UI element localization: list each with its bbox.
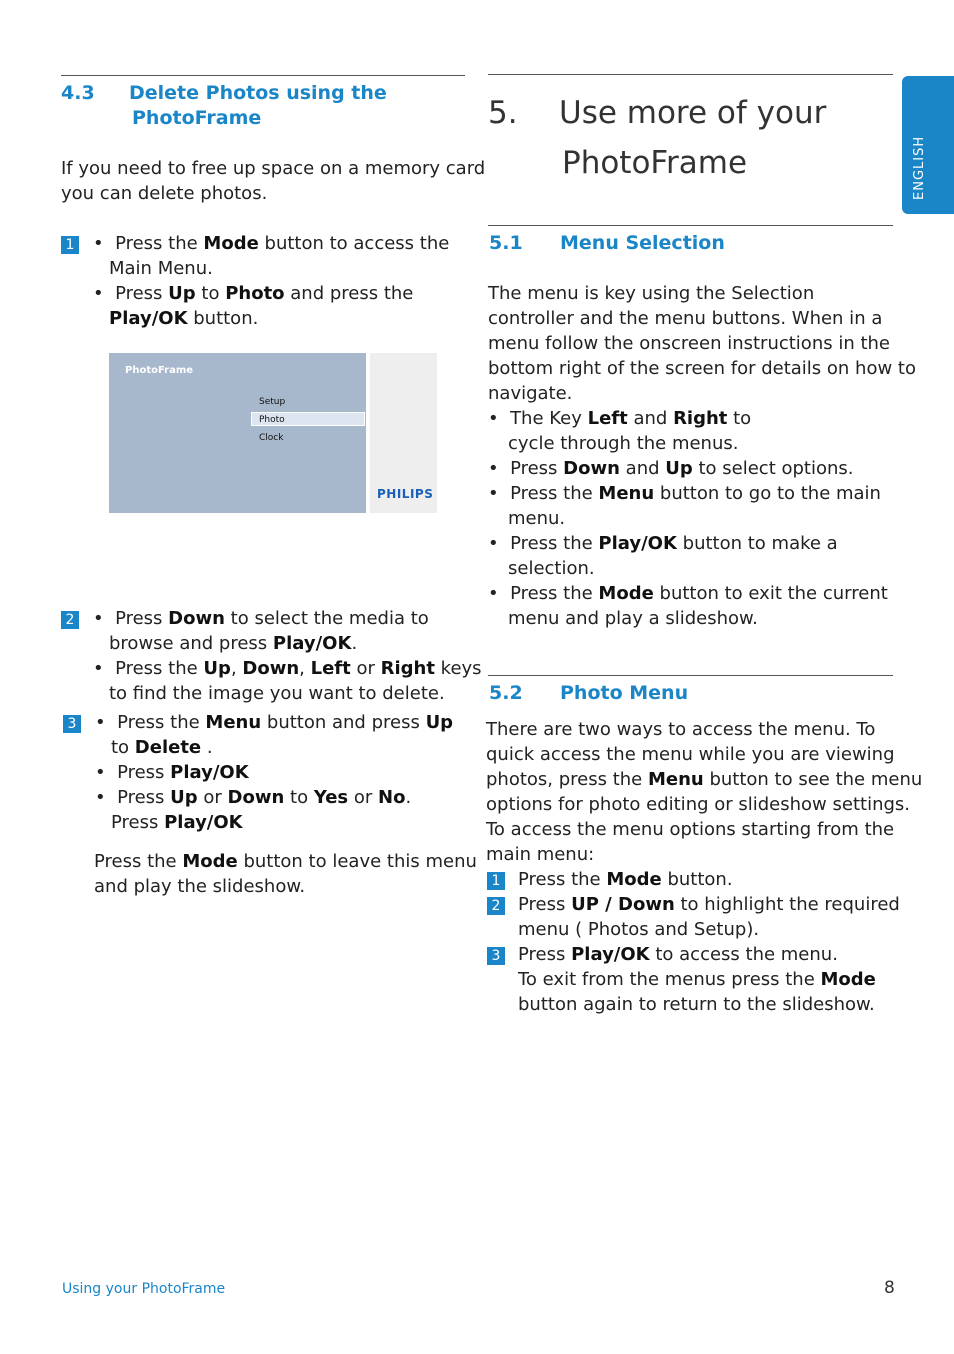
outro-line: and play the slideshow. — [94, 876, 306, 897]
step-badge: 3 — [487, 947, 505, 965]
screen-title: PhotoFrame — [125, 365, 194, 376]
section-title-cont: PhotoFrame — [132, 107, 262, 129]
chapter-title: Use more of your — [559, 95, 827, 131]
language-tab — [902, 76, 954, 214]
step-line: Press Play/OK to access the menu. — [518, 944, 838, 965]
step-line: Press the Mode button. — [518, 869, 733, 890]
paragraph-line: photos, press the Menu button to see the menu — [486, 769, 923, 790]
step-line: menu ( Photos and Setup). — [518, 919, 760, 940]
step-badge: 2 — [61, 611, 79, 629]
chapter-divider — [488, 74, 893, 75]
step-line: button again to return to the slideshow. — [518, 994, 875, 1015]
section-number: 5.2 — [489, 682, 523, 704]
bullet-line: • Press the Mode button to exit the current — [488, 583, 888, 604]
paragraph-line: main menu: — [486, 844, 595, 865]
menu-item-clock: Clock — [259, 433, 284, 443]
bullet-line: Press Play/OK — [111, 812, 243, 833]
bullet-line: browse and press Play/OK. — [109, 633, 358, 654]
paragraph-line: quick access the menu while you are viewing — [486, 744, 895, 765]
paragraph-line: navigate. — [488, 383, 573, 404]
bullet-line: • Press Down to select the media to — [93, 608, 429, 629]
menu-item-photo: Photo — [259, 415, 285, 425]
bullet-line: • Press the Mode button to access the — [93, 233, 450, 254]
step-badge: 3 — [63, 715, 81, 733]
outro-line: Press the Mode button to leave this menu — [94, 851, 477, 872]
bullet-line: selection. — [508, 558, 595, 579]
section-title: Photo Menu — [560, 682, 689, 704]
chapter-title-cont: PhotoFrame — [562, 145, 748, 181]
bullet-line: to find the image you want to delete. — [109, 683, 445, 704]
step-badge: 1 — [61, 236, 79, 254]
section-divider — [61, 75, 465, 76]
step-line: Press UP / Down to highlight the required — [518, 894, 900, 915]
paragraph-line: To access the menu options starting from the — [486, 819, 895, 840]
chapter-number: 5. — [488, 95, 518, 131]
bullet-line: • Press the Menu button and press Up — [95, 712, 454, 733]
bullet-line: menu and play a slideshow. — [508, 608, 758, 629]
bullet-line: • Press Up to Photo and press the — [93, 283, 414, 304]
bullet-line: to Delete . — [111, 737, 213, 758]
paragraph-line: options for photo editing or slideshow settings. — [486, 794, 911, 815]
page-number: 8 — [884, 1278, 895, 1298]
paragraph-line: bottom right of the screen for details on how to — [488, 358, 916, 379]
philips-logo: PHILIPS — [377, 487, 434, 501]
bullet-line: • Press Play/OK — [95, 762, 249, 783]
bullet-line: • Press Down and Up to select options. — [488, 458, 854, 479]
paragraph-line: menu follow the onscreen instructions in the — [488, 333, 890, 354]
bullet-line: • The Key Left and Right to — [488, 408, 752, 429]
bullet-line: Main Menu. — [109, 258, 213, 279]
bullet-line: menu. — [508, 508, 566, 529]
section-title: Delete Photos using the — [129, 82, 387, 104]
bullet-line: • Press the Play/OK button to make a — [488, 533, 838, 554]
section-number: 5.1 — [489, 232, 523, 254]
paragraph-line: controller and the menu buttons. When in a — [488, 308, 883, 329]
step-badge: 1 — [487, 872, 505, 890]
paragraph-line: There are two ways to access the menu. To — [486, 719, 876, 740]
footer-chapter-label: Using your PhotoFrame — [62, 1281, 226, 1297]
section-title: Menu Selection — [560, 232, 725, 254]
photoframe-screen — [109, 353, 366, 513]
bullet-line: • Press the Up, Down, Left or Right keys — [93, 658, 482, 679]
menu-item-setup: Setup — [259, 397, 286, 407]
intro-line: you can delete photos. — [61, 183, 268, 204]
bullet-line: cycle through the menus. — [508, 433, 739, 454]
section-number: 4.3 — [61, 82, 95, 104]
intro-line: If you need to free up space on a memory card — [61, 158, 486, 179]
section-divider — [488, 675, 893, 676]
section-divider — [488, 225, 893, 226]
step-badge: 2 — [487, 897, 505, 915]
bullet-line: • Press the Menu button to go to the main — [488, 483, 881, 504]
language-tab-label: ENGLISH — [912, 135, 927, 200]
step-line: To exit from the menus press the Mode — [518, 969, 876, 990]
bullet-line: • Press Up or Down to Yes or No. — [95, 787, 412, 808]
bullet-line: Play/OK button. — [109, 308, 259, 329]
paragraph-line: The menu is key using the Selection — [488, 283, 815, 304]
